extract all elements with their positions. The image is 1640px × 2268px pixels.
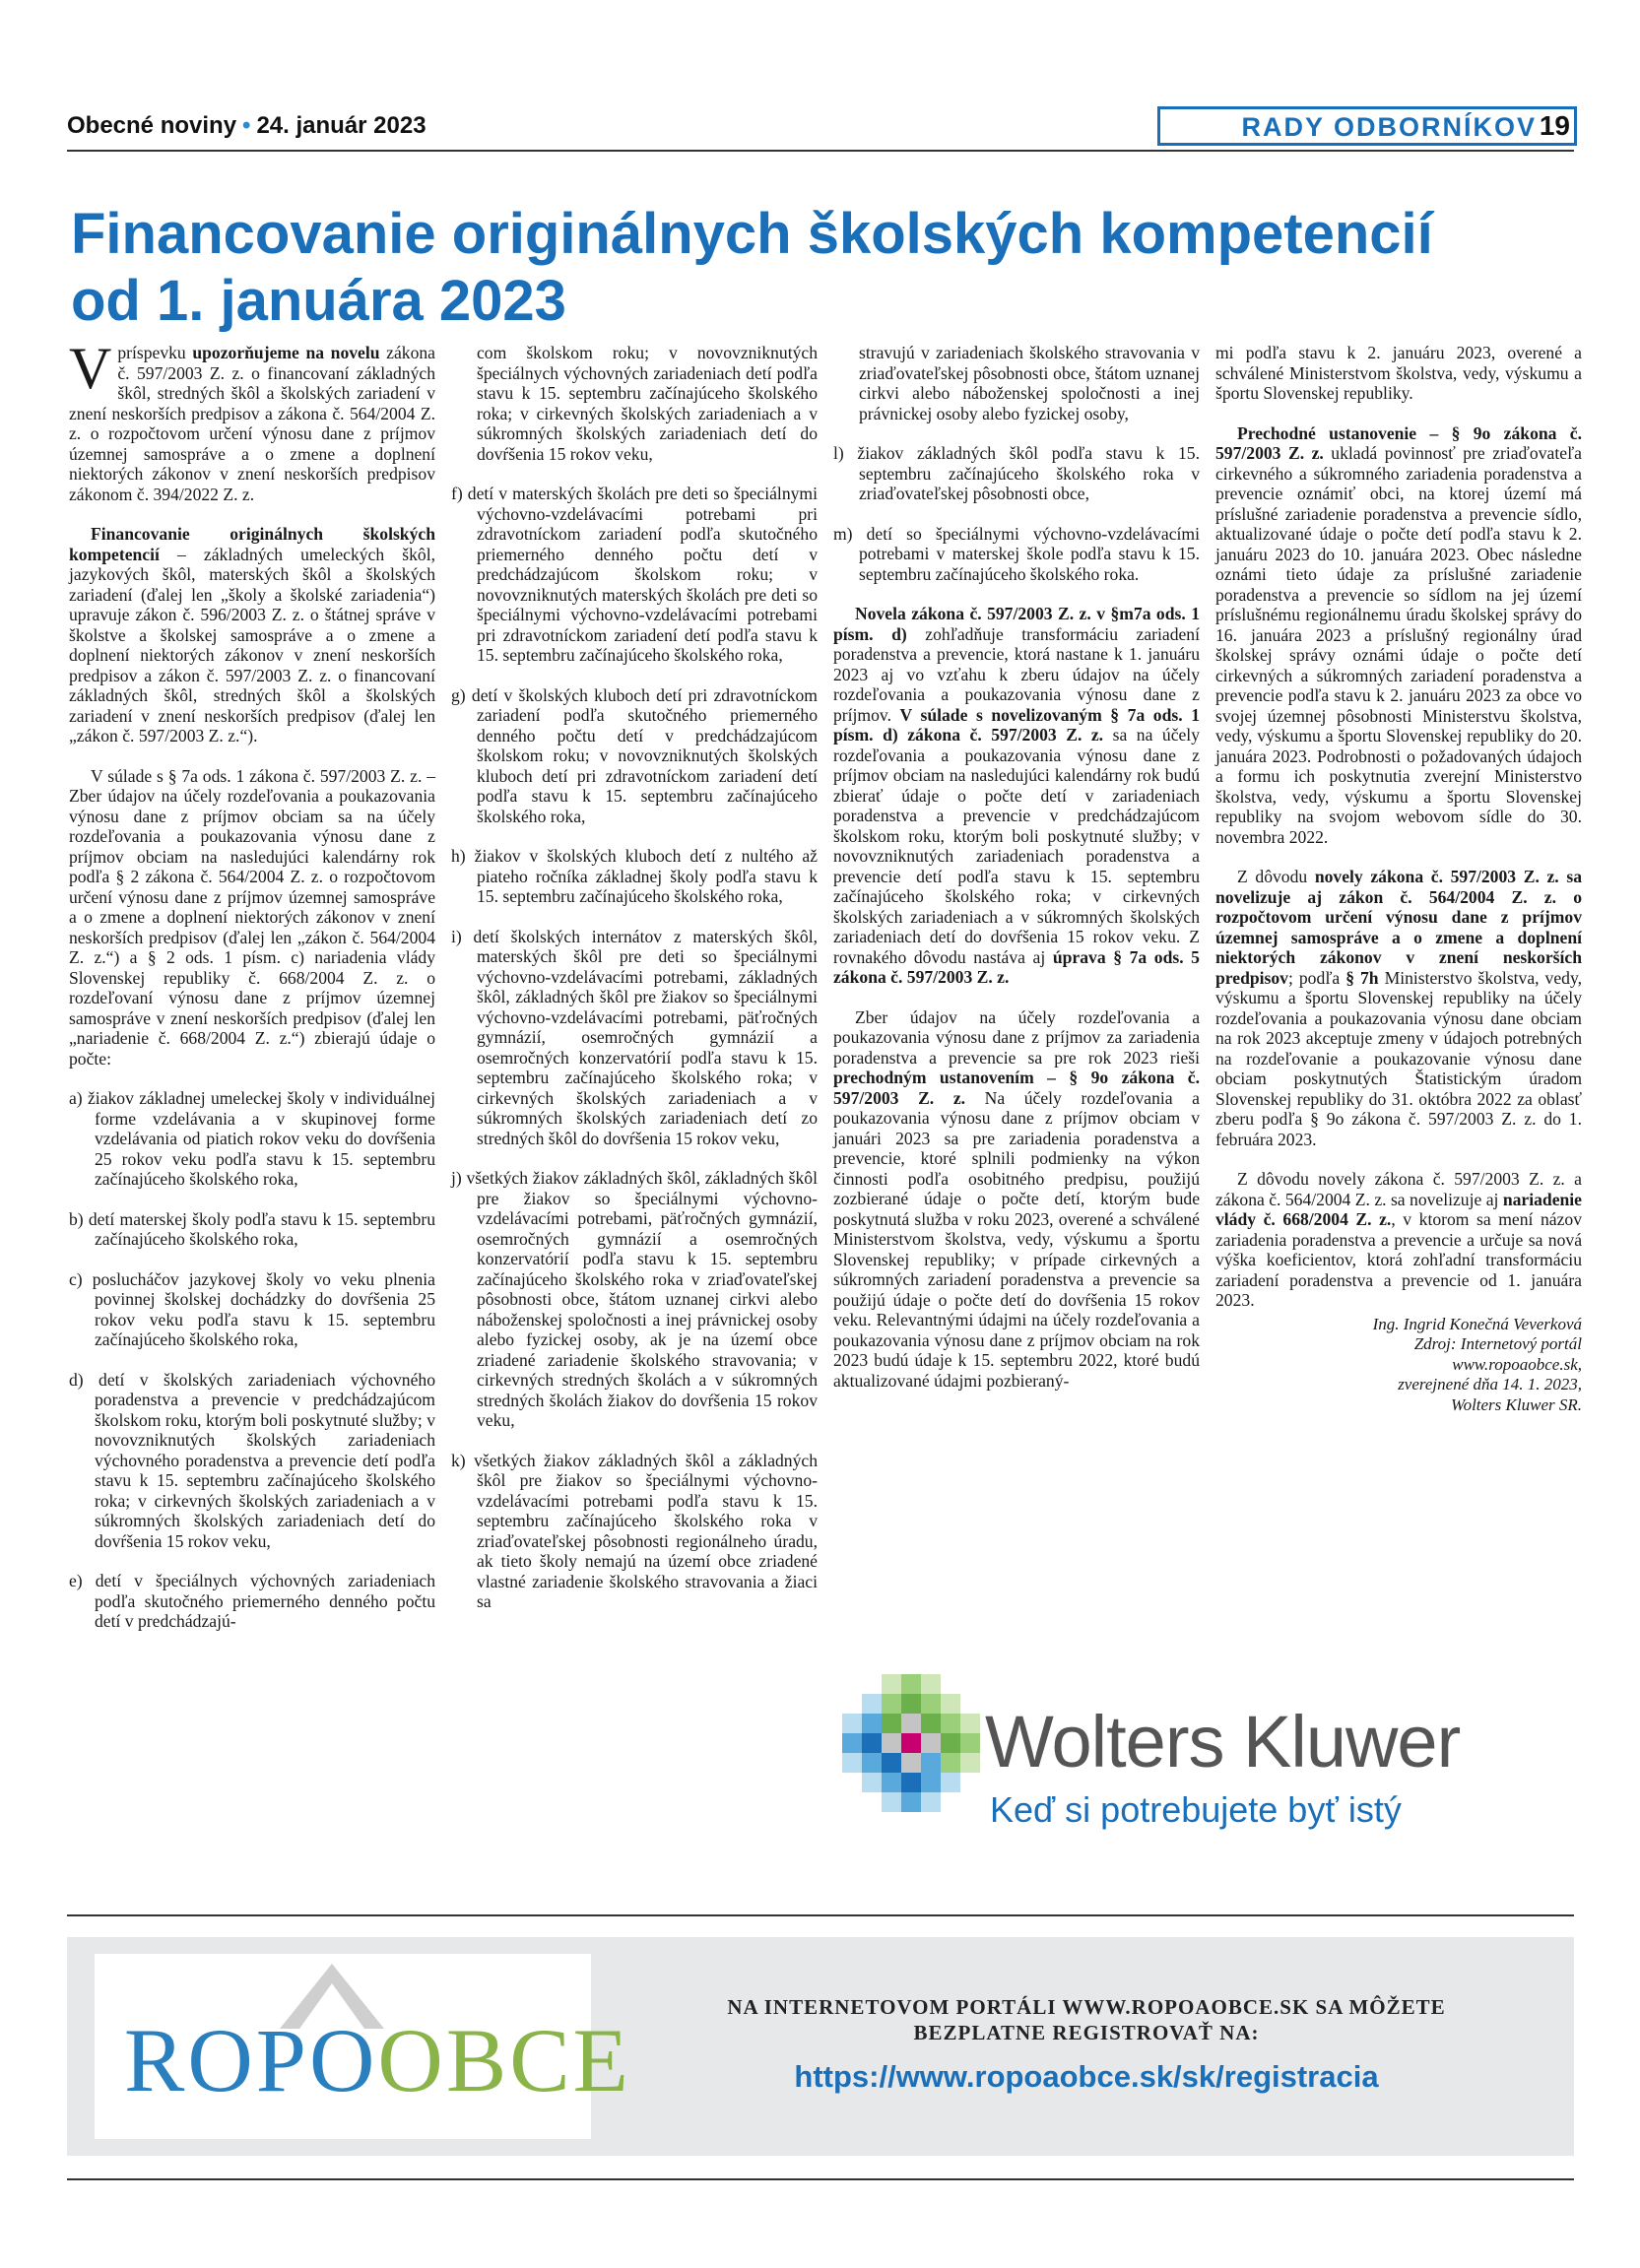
list-item: l) žiakov základných škôl podľa stavu k 15. septembru začínajúceho školského roka v zriaďovateľskej pôsobnosti obce, xyxy=(833,443,1200,503)
list-item-continuation: com školskom roku; v novovzniknutých špeciálnych výchovných zariadeniach detí podľa stavu k 15. septembru začínajúceho školského roka; v cirkevných školských zariadeniach a v súkromných školských zariadeniach detí do dovŕšenia 15 rokov veku, xyxy=(477,343,818,464)
paragraph: Zber údajov na účely rozdeľovania a poukazovania výnosu dane z príjmov za zariadenia poradenstva a prevencie sa pre rok 2023 rieši prechodným ustanovením – § 9o zákona č. 597/2003 Z. z. Na účely rozdeľovania a poukazovania výnosu dane z príjmov obciam v januári 2023 sa pre zariadenia poradenstva a prevencie, ktoré splnili podmienky na výkon činnosti podľa osobitného predpisu, použijú zozbierané údaje o počte detí, ktorým bude poskytnutá služba v roku 2023, overené a schválené Ministerstvom školstva, vedy, výskumu a športu Slovenskej republiky; v prípade cirkevných a súkromných zariadení poradenstva a prevencie sa použijú údaje o počte detí do dovŕšenia 15 rokov veku. Relevantnými údajmi na účely rozdeľovania a poukazovania výnosu dane z príjmov obciam na rok 2023 budú údaje k 15. septembru 2022, ktoré budú aktualizované údajmi pozbieraný- xyxy=(833,1006,1200,1391)
list-item: a) žiakov základnej umeleckej školy v individuálnej forme vzdelávania a v skupinovej forme vzdelávania od piatich rokov veku do dovŕšenia 25 rokov veku podľa stavu k 15. septembru začínajúceho školského roka, xyxy=(69,1088,435,1189)
list-item: m) detí so špeciálnymi výchovno-vzdelávacími potrebami v materskej škole podľa stavu k 15. septembru začínajúceho školského roka. xyxy=(833,523,1200,584)
footer-rule xyxy=(67,2178,1574,2180)
ropo-obce-logo xyxy=(95,1954,631,2139)
paragraph: Prechodné ustanovenie – § 9o zákona č. 597/2003 Z. z. ukladá povinnosť pre zriaďovateľa cirkevného a súkromného zariadenia poradenstva a prevencie oznámiť obci, na ktorej území má príslušné zariadenie poradenstva a prevencie sídlo, aktualizované údaje o počte detí podľa stavu k 2. januáru 2023 do 10. januára 2023. Obec následne oznámi tieto údaje za príslušné zariadenie poradenstva a prevencie so sídlom na jej území príslušnému regionálnemu úradu školskej správy do 16. januára 2023 a príslušný regionálny úrad školskej správy oznámi údaje o počte detí cirkevných a súkromných zariadení poradenstva a prevencie podľa stavu k 2. januáru 2023 za obce vo svojej územnej pôsobnosti Ministerstvu školstva, vedy, výskumu a športu Slovenskej republiky do 20. januára 2023. Podrobnosti o požadovaných údajoch a formu ich poskytnutia zverejní Ministerstvo školstva, vedy, výskumu a športu Slovenskej republiky na svojom webovom sídle do 30. novembra 2022. xyxy=(1215,422,1582,847)
section-divider xyxy=(67,1914,1574,1916)
list-item-continuation: stravujú v zariadeniach školského stravovania v zriaďovateľskej pôsobnosti obce, štátom uznanej cirkvi alebo náboženskej spoločnosti a inej právnickej osoby alebo fyzickej osoby, xyxy=(859,343,1200,423)
author-name: Ing. Ingrid Konečná Veverková xyxy=(1372,1314,1582,1333)
paragraph-continuation: mi podľa stavu k 2. januáru 2023, overené a schválené Ministerstvom školstva, vedy, výskumu a športu Slovenskej republiky. xyxy=(1215,343,1582,403)
list-item: f) detí v materských školách pre deti so špeciálnymi výchovno-vzdelávacími potrebami pri zdravotníckom zariadení podľa skutočného priemerného denného počtu detí v predchádzajúcom školskom roku; v novovzniknutých materských školách pre deti so špeciálnymi výchovno-vzdelávacími potrebami pri zdravotníckom zariadení detí podľa stavu k 15. septembru začínajúceho školského roka, xyxy=(451,484,818,665)
paragraph: Z dôvodu novely zákona č. 597/2003 Z. z. sa novelizuje aj zákon č. 564/2004 Z. z. o rozpočtovom určení výnosu dane z príjmov územnej samospráve a o zmene a doplnení niektorých zákonov v znení neskorších predpisov; podľa § 7h Ministerstvo školstva, vedy, výskumu a športu Slovenskej republiky na účely rozdeľovania a poukazovania výnosu dane obciam na rok 2023 akceptuje zmeny v údajoch potrebných na rozdeľovanie a poukazovanie výnosu dane obciam poskytnutých Štatistickým úradom Slovenskej republiky do 31. októbra 2022 za oblasť zberu podľa § 9o zákona č. 597/2003 Z. z. do 1. februára 2023. xyxy=(1215,867,1583,1149)
ropo-obce-wordmark: ROPOOBCE xyxy=(124,2010,631,2110)
list-item: h) žiakov v školských kluboch detí z nultého až piateho ročníka základnej školy podľa stavu k 15. septembru začínajúceho školského roka, xyxy=(451,846,818,906)
published-date: zverejnené dňa 14. 1. 2023, xyxy=(1398,1375,1582,1393)
wolters-kluwer-wordmark: Wolters Kluwer xyxy=(985,1701,1461,1782)
article-column-4 xyxy=(1215,343,1582,1415)
wolters-kluwer-logo-icon xyxy=(842,1674,980,1812)
source-url: www.ropoaobce.sk, xyxy=(1452,1354,1582,1374)
registration-text: NA INTERNETOVOM PORTÁLI WWW.ROPOAOBCE.SK SA MÔŽETE BEZPLATNE REGISTROVAŤ NA: xyxy=(727,1995,1446,2044)
paragraph: Financovanie originálnych školských kompetencií – základných umeleckých škôl, jazykových škôl, materských škôl a školských zariadení (ďalej len „školy a školské zariadenia“) upravuje zákon č. 596/2003 Z. z. o štátnej správe v školstve a školskej samospráve a o zmene a doplnení niektorých zákonov v znení neskorších predpisov a zákon č. 597/2003 Z. z. o financovaní základných škôl, stredných škôl a školských zariadení v znení neskorších predpisov (ďalej len „zákon č. 597/2003 Z. z.“). xyxy=(69,524,435,745)
ropo-obce-banner xyxy=(67,1937,1574,2156)
article-title xyxy=(71,201,1568,335)
section-label-box xyxy=(1157,106,1577,146)
list-item: b) detí materskej školy podľa stavu k 15. septembru začínajúceho školského roka, xyxy=(69,1208,435,1249)
registration-link[interactable]: https://www.ropoaobce.sk/sk/registracia xyxy=(794,2059,1379,2094)
publication-info xyxy=(67,112,426,140)
paragraph: V súlade s § 7a ods. 1 zákona č. 597/2003 Z. z. – Zber údajov na účely rozdeľovania a poukazovania výnosu dane z príjmov obciam sa na účely rozdeľovania a poukazovania výnosu dane z príjmov obciam na nasledujúci kalendárny rok podľa § 2 zákona č. 564/2004 Z. z. o rozpočtovom určení výnosu dane z príjmov územnej samospráve a o zmene a doplnení niektorých zákonov v znení neskorších predpisov (ďalej len „zákon č. 564/2004 Z. z.“) a § 2 ods. 1 písm. c) nariadenia vlády Slovenskej republiky č. 668/2004 Z. z. o rozdeľovaní výnosu dane z príjmov územnej samospráve v znení neskorších predpisov (ďalej len „nariadenie č. 668/2004 Z. z.“) zbierajú údaje o počte: xyxy=(69,765,435,1069)
source-label: Zdroj: Internetový portál xyxy=(1413,1334,1582,1353)
source-company: Wolters Kluwer SR. xyxy=(1450,1394,1582,1414)
list-item: k) všetkých žiakov základných škôl a základných škôl pre žiakov so špeciálnymi výchovno-vzdelávacími potrebami podľa stavu k 15. septembru začínajúceho školského roka v zriaďovateľskej pôsobnosti regionálneho úradu, ak tieto školy nemajú na území obce zriadené vlastné zariadenie školského stravovania a žiaci sa xyxy=(451,1450,818,1611)
separator-dot-icon: • xyxy=(242,112,251,139)
publication-name: Obecné noviny xyxy=(67,112,237,139)
publication-date: 24. január 2023 xyxy=(256,112,426,139)
page-number: 19 xyxy=(1539,110,1570,141)
section-label: RADY ODBORNÍKOV xyxy=(1241,112,1537,142)
list-item: j) všetkých žiakov základných škôl, základných škôl pre žiakov so špeciálnymi výchovno-vzdelávacími potrebami, päťročných gymnázií, osemročných gymnázií a osemročných konzervatórií podľa stavu k 15. septembru začínajúceho školského roka v zriaďovateľskej pôsobnosti obce, štátom uznanej cirkvi alebo náboženskej spoločnosti a inej právnickej osoby alebo fyzickej osoby, ak je na území obce zriadené zariadenie školského stravovania; v cirkevných stredných školách a v súkromných stredných školách žiakov do dovŕšenia 15 rokov veku, xyxy=(451,1168,818,1430)
paragraph: Z dôvodu novely zákona č. 597/2003 Z. z. a zákona č. 564/2004 Z. z. sa novelizuje aj nariadenie vlády č. 668/2004 Z. z., v ktorom sa mení názov zariadenia poradenstva a prevencie a určuje sa nová výška koeficientov, ktorá zohľadní transformáciu zariadení poradenstva a prevencie od 1. januára 2023. xyxy=(1215,1169,1582,1310)
wolters-kluwer-tagline: Keď si potrebujete byť istý xyxy=(990,1789,1402,1830)
paragraph: Novela zákona č. 597/2003 Z. z. v §m7a ods. 1 písm. d) zohľadňuje transformáciu zariadení poradenstva a prevencie, ktorá nastane k 1. januáru 2023 aj vo vzťahu k zberu údajov na účely rozdeľovania a poukazovania výnosu dane z príjmov. V súlade s novelizovaným § 7a ods. 1 písm. d) zákona č. 597/2003 Z. z. sa na účely rozdeľovania a poukazovania výnosu dane z príjmov obciam na nasledujúci kalendárny rok budú zbierať údaje o počte detí v zariadeniach poradenstva a prevencie v predchádzajúcom školskom roku, ktorým boli poskytnuté služby; v novovzniknutých zariadeniach poradenstva a prevencie detí podľa stavu k 15. septembru začínajúceho školského roka; v cirkevných školských zariadeniach a v súkromných školských zariadeniach detí do dovŕšenia 15 rokov veku. Z rovnakého dôvodu nastáva aj úprava § 7a ods. 5 zákona č. 597/2003 Z. z. xyxy=(833,604,1200,987)
list-item: c) poslucháčov jazykovej školy vo veku plnenia povinnej školskej dochádzky do dovŕšenia 25 rokov veku podľa stavu k 15. septembru začínajúceho školského roka, xyxy=(69,1268,435,1349)
title-line-2: od 1. januára 2023 xyxy=(71,269,566,333)
page-header xyxy=(67,106,1574,146)
title-line-1: Financovanie originálnych školských kompetencií xyxy=(71,202,1433,266)
article-column-1 xyxy=(69,336,435,1652)
list-item: e) detí v špeciálnych výchovných zariadeniach podľa skutočného priemerného denného počtu detí v predchádzajú- xyxy=(69,1571,435,1631)
list-item: g) detí v školských kluboch detí pri zdravotníckom zariadení podľa skutočného priemerného denného počtu detí v predchádzajúcom školskom roku; v novovzniknutých školských kluboch detí pri zdravotníckom zariadení detí podľa stavu k 15. septembru začínajúceho školského roka, xyxy=(451,684,818,826)
list-item: i) detí školských internátov z materských škôl, materských škôl pre deti so špeciálnymi výchovno-vzdelávacími potrebami, základných škôl, základných škôl pre žiakov so špeciálnymi výchovno-vzdelávacími potrebami, päťročných gymnázií, osemročných gymnázií a osemročných konzervatórií podľa stavu k 15. septembru začínajúceho školského roka; v cirkevných školských zariadeniach a v súkromných školských zariadeniach detí zo stredných škôl do dovŕšenia 15 rokov veku, xyxy=(451,926,818,1148)
drop-cap: V xyxy=(69,336,112,401)
header-rule xyxy=(67,150,1574,152)
article-signature xyxy=(1215,1315,1582,1416)
list-item: d) detí v školských zariadeniach výchovného poradenstva a prevencie v predchádzajúcom školskom roku, ktorým boli poskytnuté služby; v novovzniknutých školských zariadeniach výchovného poradenstva a prevencie detí podľa stavu k 15. septembru začínajúceho školského roka; v cirkevných školských zariadeniach a v súkromných školských zariadeniach detí do dovŕšenia 15 rokov veku, xyxy=(69,1369,435,1551)
intro-paragraph: V príspevku upozorňujeme na novelu zákona č. 597/2003 Z. z. o financovaní základných škôl, stredných škôl a školských zariadení v znení neskorších predpisov a zákona č. 564/2004 Z. z. o rozpočtovom určení výnosu dane z príjmov územnej samospráve a o zmene a doplnení niektorých zákonov v znení neskorších predpisov zákonom č. 394/2022 Z. z. xyxy=(69,336,435,504)
wolters-kluwer-ad xyxy=(842,1674,1576,1856)
article-column-3 xyxy=(833,343,1200,1410)
article-column-2 xyxy=(451,343,818,1632)
